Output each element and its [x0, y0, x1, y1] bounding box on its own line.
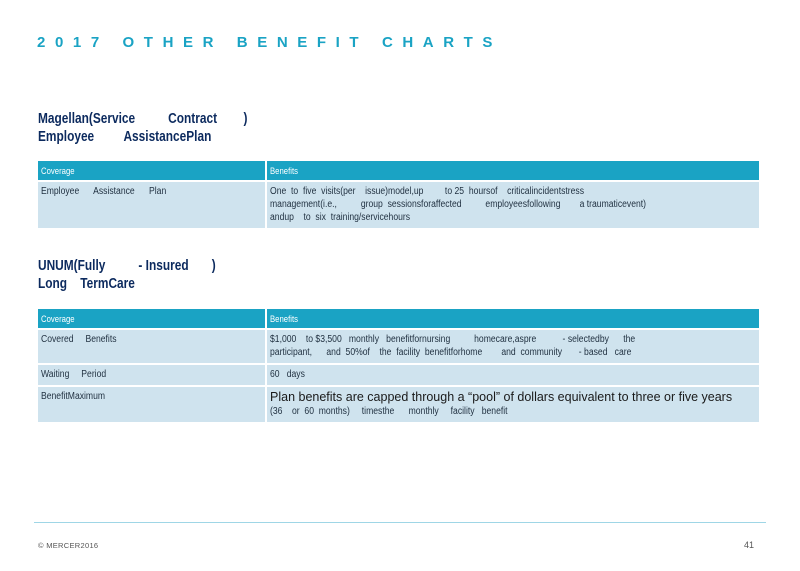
ltc-benefit-table: [38, 309, 759, 422]
coverage-cell: BenefitMaximum: [38, 385, 267, 422]
column-header-benefits: Benefits: [267, 161, 759, 180]
benefits-cell: [267, 385, 759, 422]
table-header-row: [38, 309, 759, 328]
section-heading-unum: [38, 257, 216, 293]
footer-divider: [34, 522, 766, 523]
table-row: [38, 328, 759, 363]
column-header-benefits: Benefits: [267, 309, 759, 328]
column-header-coverage: Coverage: [38, 161, 267, 180]
coverage-cell: Employee Assistance Plan: [38, 180, 267, 228]
page-number: 41: [743, 540, 754, 550]
section-heading-line: Magellan(Service Contract ): [38, 111, 248, 127]
benefit-line: (36 or 60 months) timesthe monthly facility benefit: [270, 406, 508, 417]
benefit-line: 60 days: [270, 369, 305, 380]
benefit-line: management(i.e., group sessionsforaffected employeesfollowing a traumaticevent): [270, 199, 647, 210]
benefits-cell: [267, 363, 759, 385]
section-heading-line: Long TermCare: [38, 276, 135, 292]
benefit-line: One to five visits(per issue)model,up to 25 hoursof criticalincidentstress: [270, 186, 585, 197]
table-row: [38, 385, 759, 422]
page-title: 2017 OTHER BENEFIT CHARTS: [37, 34, 503, 51]
coverage-cell: Waiting Period: [38, 363, 267, 385]
eap-benefit-table: [38, 161, 759, 228]
section-heading-magellan: [38, 110, 247, 146]
table-row: [38, 363, 759, 385]
benefit-line: participant, and 50%of the facility benefitforhome and community - based care: [270, 347, 632, 358]
copyright-notice: © MERCER2016: [38, 541, 99, 550]
coverage-cell: Covered Benefits: [38, 328, 267, 363]
benefit-line-large: Plan benefits are capped through a “pool” of dollars equivalent to three or five years: [270, 390, 733, 404]
benefits-cell: [267, 328, 759, 363]
benefit-line: andup to six training/servicehours: [270, 212, 411, 223]
table-header-row: [38, 161, 759, 180]
section-heading-line: UNUM(Fully - Insured ): [38, 258, 216, 274]
benefit-line: $1,000 to $3,500 monthly benefitfornursing homecare,aspre - selectedby the: [270, 334, 636, 345]
section-heading-line: Employee AssistancePlan: [38, 129, 212, 145]
column-header-coverage: Coverage: [38, 309, 267, 328]
benefits-cell: [267, 180, 759, 228]
table-row: [38, 180, 759, 228]
